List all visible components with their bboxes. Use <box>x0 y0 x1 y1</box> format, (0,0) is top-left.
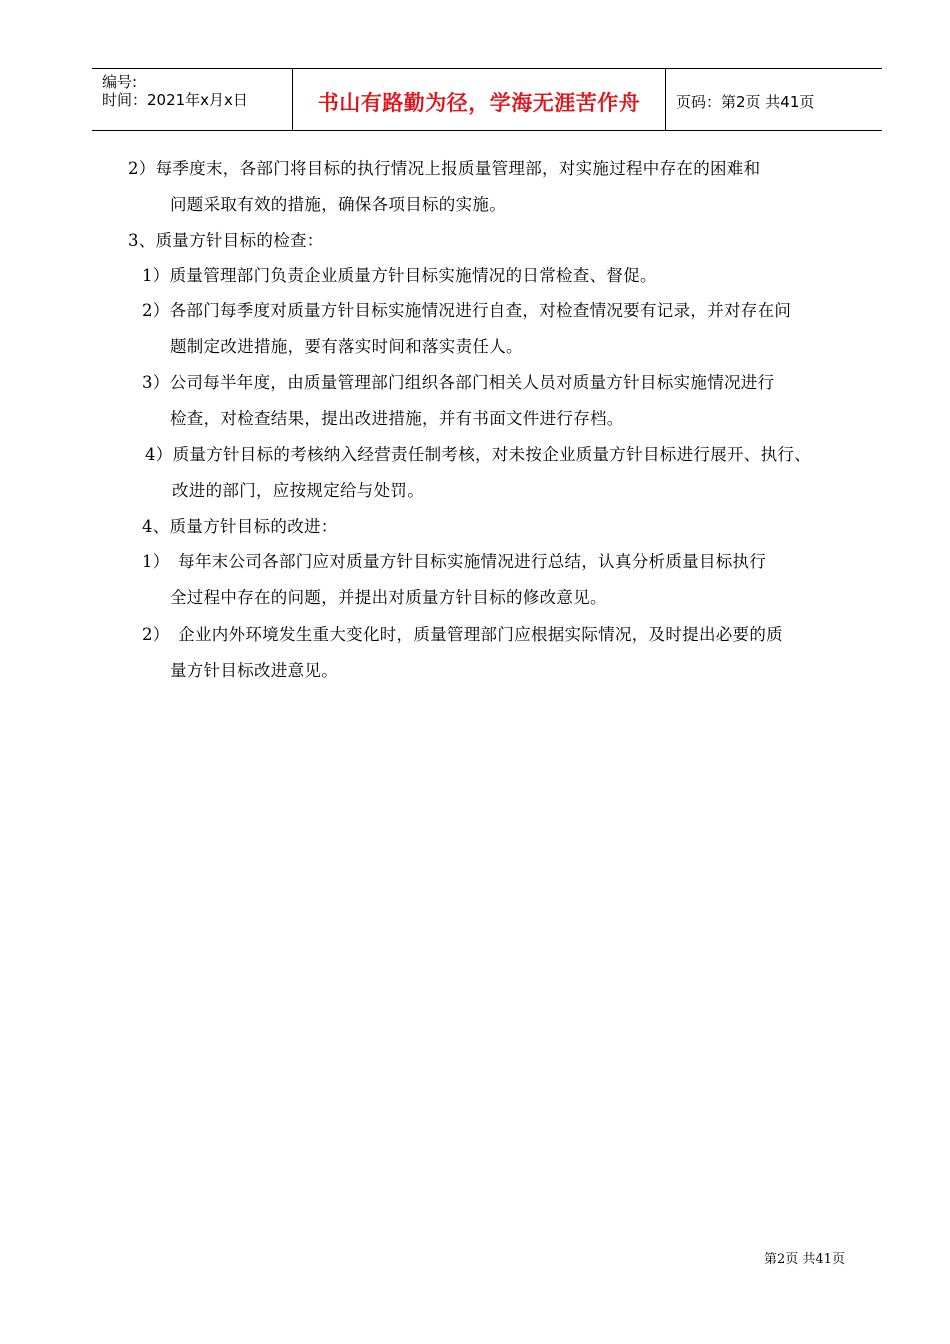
header-middle-cell <box>293 69 666 130</box>
body-line: 全过程中存在的问题，并提出对质量方针目标的修改意见。 <box>170 588 607 607</box>
body-line: 2）每季度末，各部门将目标的执行情况上报质量管理部，对实施过程中存在的困难和 <box>128 159 761 178</box>
section-heading: 4、质量方针目标的改进： <box>142 517 338 536</box>
section-heading: 3、质量方针目标的检查： <box>128 231 324 250</box>
header-left-cell <box>92 69 293 130</box>
body-line: 2）各部门每季度对质量方针目标实施情况进行自查，对检查情况要有记录，并对存在问 <box>142 301 792 320</box>
body-line: 1）质量管理部门负责企业质量方针目标实施情况的日常检查、督促。 <box>142 266 657 285</box>
body-line: 题制定改进措施，要有落实时间和落实责任人。 <box>170 337 523 356</box>
body-line: 检查，对检查结果，提出改进措施，并有书面文件进行存档。 <box>170 409 624 428</box>
header-page-number: 页码：第2页 共41页 <box>676 93 815 111</box>
header-right-cell <box>666 69 882 130</box>
body-line: 问题采取有效的措施，确保各项目标的实施。 <box>170 195 506 214</box>
page-header <box>92 68 882 131</box>
body-line: 3）公司每半年度，由质量管理部门组织各部门相关人员对质量方针目标实施情况进行 <box>142 373 775 392</box>
body-line: 2） 企业内外环境发生重大变化时，质量管理部门应根据实际情况，及时提出必要的质 <box>142 625 783 644</box>
document-time: 时间：2021年x月x日 <box>102 91 248 109</box>
header-motto: 书山有路勤为径，学海无涯苦作舟 <box>317 91 641 115</box>
body-line: 改进的部门，应按规定给与处罚。 <box>172 481 424 500</box>
body-line: 4）质量方针目标的考核纳入经营责任制考核，对未按企业质量方针目标进行展开、执行、 <box>145 445 811 464</box>
footer-page-number: 第2页 共41页 <box>764 1252 845 1267</box>
body-line: 1） 每年末公司各部门应对质量方针目标实施情况进行总结，认真分析质量目标执行 <box>142 552 767 571</box>
document-number-label: 编号: <box>102 73 138 91</box>
body-line: 量方针目标改进意见。 <box>170 661 338 680</box>
